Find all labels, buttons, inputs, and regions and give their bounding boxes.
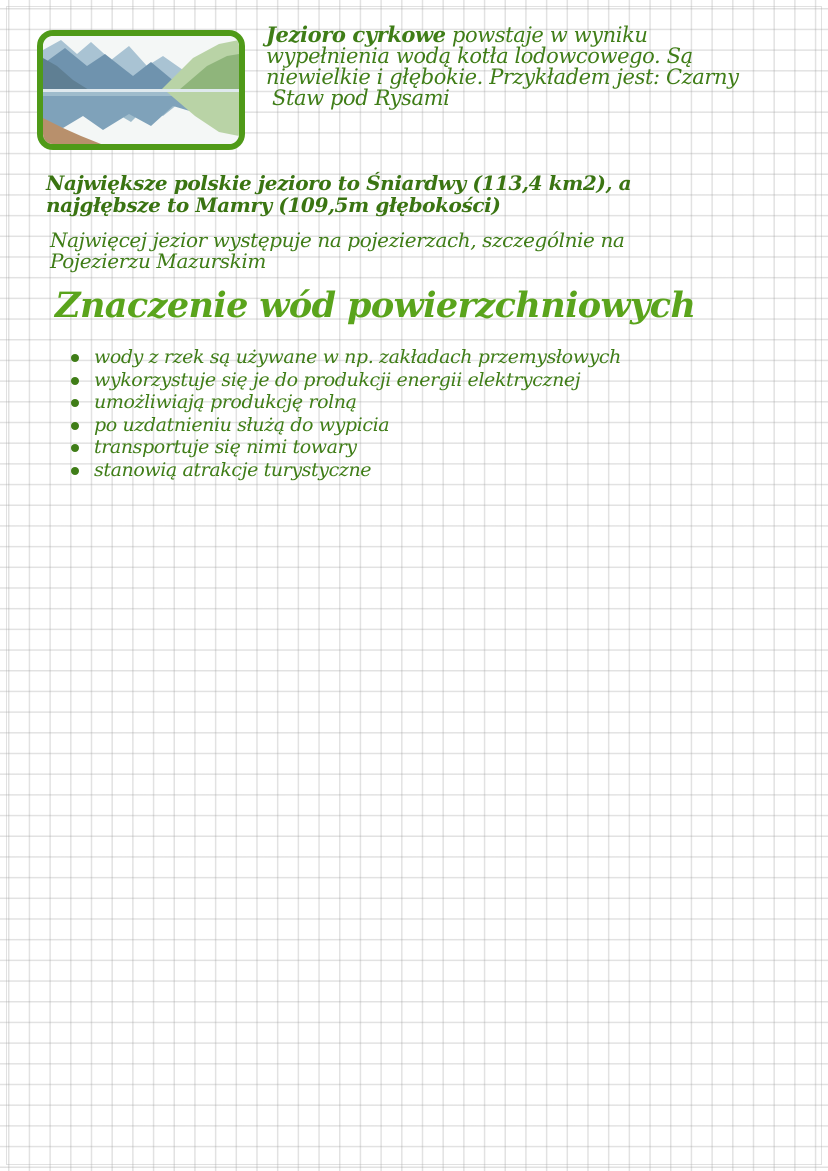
intro-line-3: niewielkie i głębokie. Przykładem jest: Czarny xyxy=(266,65,739,89)
lakelands-line-1: Najwięcej jezior występuje na pojezierzach, szczególnie na xyxy=(50,228,625,252)
uses-list xyxy=(70,346,810,481)
list-item: transportuje się nimi towary xyxy=(70,436,810,459)
list-item: wykorzystuje się je do produkcji energii elektrycznej xyxy=(70,369,810,392)
lakelands-line-2: Pojezierzu Mazurskim xyxy=(50,249,266,273)
cirque-lake-term: Jezioro cyrkowe xyxy=(266,22,446,47)
list-item: stanowią atrakcje turystyczne xyxy=(70,459,810,482)
largest-lake-line-1: Największe polskie jezioro to Śniardwy (113,4 km2), a xyxy=(46,171,632,195)
list-item: wody z rzek są używane w np. zakładach przemysłowych xyxy=(70,346,810,369)
intro-line-2: wypełnienia wodą kotła lodowcowego. Są xyxy=(266,44,693,68)
list-item: umożliwiają produkcję rolną xyxy=(70,391,810,414)
intro-line-4: Staw pod Rysami xyxy=(272,86,450,110)
intro-text-1: powstaje w wyniku xyxy=(451,23,648,47)
section-heading: Znaczenie wód powierzchniowych xyxy=(55,285,696,326)
lakelands-fact xyxy=(50,230,810,272)
mountain-lake-illustration xyxy=(37,30,245,150)
cirque-lake-paragraph xyxy=(266,24,806,109)
largest-lake-line-2: najgłębsze to Mamry (109,5m głębokości) xyxy=(46,193,501,217)
largest-lake-fact xyxy=(46,172,806,216)
intro-line-1 xyxy=(266,24,806,46)
mountain-lake-icon xyxy=(43,36,239,144)
list-item: po uzdatnieniu służą do wypicia xyxy=(70,414,810,437)
